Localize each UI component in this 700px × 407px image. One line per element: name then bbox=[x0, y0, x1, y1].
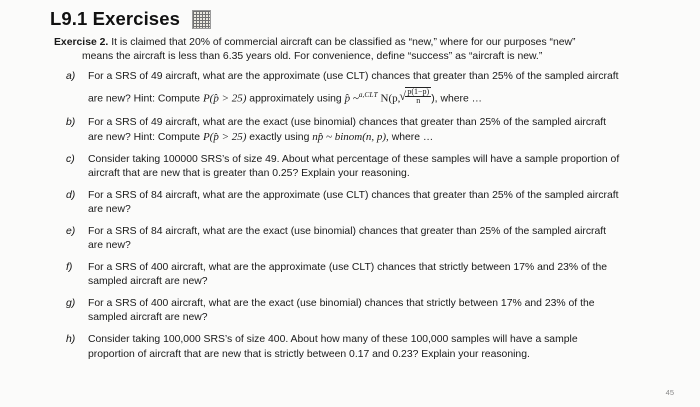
math-fraction-denominator: n bbox=[416, 96, 421, 106]
item-line: For a SRS of 84 aircraft, what are the approximate (use CLT) chances that greater than 25% of the sampled aircraft bbox=[88, 189, 619, 201]
math-tail: where … bbox=[391, 131, 434, 143]
item-line: aircraft that are new that is greater than 0.25? Explain your reasoning. bbox=[88, 168, 410, 180]
item-line: Consider taking 100,000 SRS’s of size 400. About how many of these 100,000 samples will have a sample bbox=[88, 334, 578, 346]
item-marker: h) bbox=[66, 334, 76, 346]
list-item bbox=[54, 261, 678, 290]
list-item bbox=[54, 297, 678, 326]
item-line: For a SRS of 84 aircraft, what are the exact (use binomial) chances that greater than 25% of the sampled aircraft bbox=[88, 225, 607, 237]
math-probability: P(p̂ > 25) bbox=[202, 130, 247, 143]
item-line-math: are new? Hint: Compute P(p̂ > 25) exactly using np̂ ~ binom(n, p), where … bbox=[88, 130, 434, 143]
math-sqrt-icon bbox=[400, 86, 431, 108]
item-marker: b) bbox=[66, 116, 76, 128]
item-marker: d) bbox=[66, 189, 76, 201]
page-title: L9.1 Exercises bbox=[50, 8, 180, 29]
item-line: are new? bbox=[88, 240, 131, 252]
item-line-math: are new? Hint: Compute P(p̂ > 25) approximately using p̂ ~$^{a,CLT}$ N(p, √ $\frac{p(1-p)}{n}$ ), where … bbox=[88, 85, 678, 108]
exercise-intro bbox=[50, 36, 678, 64]
item-marker: g) bbox=[66, 298, 76, 310]
math-probability: P(p̂ > 25) bbox=[202, 92, 247, 105]
page-number: 45 bbox=[665, 388, 674, 397]
math-normal: N(p, bbox=[380, 92, 401, 105]
item-line: For a SRS of 400 aircraft, what are the exact (use binomial) chances that strictly between 17% and 23% of the bbox=[88, 298, 595, 310]
item-line: For a SRS of 49 aircraft, what are the approximate (use CLT) chances that greater than 25% of the sampled aircraft bbox=[88, 71, 619, 83]
item-marker: a) bbox=[66, 71, 76, 83]
grid-icon bbox=[192, 10, 211, 29]
list-item bbox=[54, 333, 678, 362]
item-marker: e) bbox=[66, 225, 76, 237]
math-exponent: a,CLT bbox=[358, 89, 378, 99]
exercise-line-2: means the aircraft is less than 6.35 years old. For convenience, define “success” as “aircraft is new.” bbox=[82, 51, 543, 63]
item-line: proportion of aircraft that are new that is strictly between 0.17 and 0.23? Explain your reasoning. bbox=[88, 348, 530, 360]
item-line: For a SRS of 400 aircraft, what are the approximate (use CLT) chances that strictly between 17% and 23% of the bbox=[88, 262, 608, 274]
item-line: sampled aircraft are new? bbox=[88, 312, 208, 324]
list-item bbox=[54, 225, 678, 254]
exercise-line-1: It is claimed that 20% of commercial aircraft can be classified as “new,” where for our purposes “new” bbox=[111, 37, 576, 48]
list-item bbox=[54, 189, 678, 218]
item-line: are new? bbox=[88, 204, 131, 216]
item-line: Consider taking 100000 SRS’s of size 49. About what percentage of these samples will have a sample proportion of bbox=[88, 153, 620, 165]
list-item bbox=[54, 70, 678, 108]
math-tail: ), where … bbox=[431, 93, 483, 105]
math-fraction bbox=[405, 88, 431, 106]
math-mid-text: exactly using bbox=[249, 131, 310, 143]
math-distribution: p̂ ~ bbox=[344, 92, 359, 105]
page-title-row bbox=[50, 8, 678, 30]
item-line: sampled aircraft are new? bbox=[88, 276, 208, 288]
list-item bbox=[54, 153, 678, 182]
math-distribution: np̂ ~ binom(n, p), bbox=[312, 130, 389, 143]
exercise-label: Exercise 2. bbox=[54, 37, 109, 48]
item-marker: c) bbox=[66, 153, 75, 165]
math-fraction-numerator: √ p(1−p) bbox=[407, 86, 430, 96]
item-line: For a SRS of 49 aircraft, what are the exact (use binomial) chances that greater than 25% of the sampled aircraft bbox=[88, 116, 607, 128]
list-item bbox=[54, 116, 678, 146]
item-marker: f) bbox=[66, 262, 73, 274]
exercise-item-list bbox=[50, 70, 678, 361]
